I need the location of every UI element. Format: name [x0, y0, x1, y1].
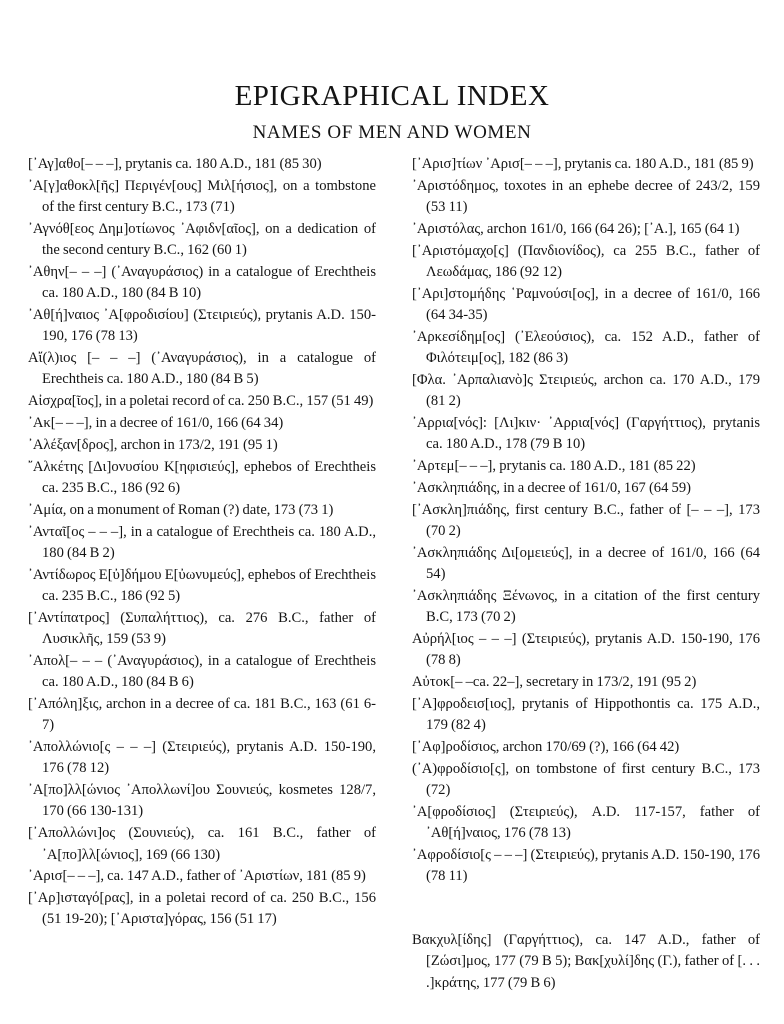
index-entry: ᾿Αθην[– – –] (᾿Αναγυράσιος) in a catalogue of Erechtheis ca. 180 A.D., 180 (84 B 10) [28, 263, 376, 302]
index-entry: ᾿Αμία, on a monument of Roman (?) date, 173 (73 1) [28, 501, 334, 518]
index-entry: [᾿Αντίπατρος] (Συπαλήττιος), ca. 276 B.C., father of Λυσικλῆς, 159 (53 9) [28, 609, 376, 648]
index-entry: ᾿Αντίδωρος Ε[ὐ]δήμου Ε[ὐωνυμεύς], ephebos of Erechtheis ca. 235 B.C., 186 (92 5) [28, 566, 376, 604]
index-entry: (᾿Α)φροδίσιο[ς], on tombstone of first century B.C., 173 (72) [412, 760, 760, 799]
entry-gap [412, 888, 760, 930]
index-entry: [᾿Αριστόμαχο[ς] (Πανδιονίδος), ca 255 B.C., father of Λεωδάμας, 186 (92 12) [412, 242, 760, 280]
section-heading: NAMES OF MEN AND WOMEN [252, 122, 532, 143]
index-entry: [᾿Α]φροδεισ[ιος], prytanis of Hippothontis ca. 175 A.D., 179 (82 4) [412, 695, 760, 734]
index-entry: ᾿Ανταῖ[ος – – –], in a catalogue of Erechtheis ca. 180 A.D., 180 (84 B 2) [28, 523, 376, 561]
right-column [412, 154, 760, 994]
index-entry: ᾿Ασκληπιάδης Δι[ομειεύς], in a decree of 161/0, 166 (64 54) [412, 544, 760, 583]
index-entry: [᾿Απόλη]ξις, archon in a decree of ca. 181 B.C., 163 (61 6-7) [28, 695, 376, 734]
index-entry: ᾿Αρισ[– – –], ca. 147 A.D., father of ᾿Αριστίων, 181 (85 9) [28, 868, 366, 885]
index-entry: [᾿Αφ]ροδίσιος, archon 170/69 (?), 166 (64 42) [412, 739, 680, 756]
index-entry: Αἰσχρα[ῖος], in a poletai record of ca. 250 B.C., 157 (51 49) [28, 393, 374, 410]
index-entry: ᾿Α[φροδίσιος] (Στειριεύς), A.D. 117-157, father of ᾿Αθ[ή]ναιος, 176 (78 13) [412, 803, 760, 842]
left-column [28, 154, 376, 931]
index-entry: ᾿Απολλώνιο[ς – – –] (Στειριεύς), prytanis A.D. 150-190, 176 (78 12) [28, 739, 376, 777]
index-entry: [᾿Ασκλη]πιάδης, first century B.C., father of [– – –], 173 (70 2) [412, 501, 760, 540]
index-entry: [᾿Αρισ]τίων ᾿Αρισ[– – –], prytanis ca. 180 A.D., 181 (85 9) [412, 156, 754, 172]
index-entry: ᾿Ακ[– – –], in a decree of 161/0, 166 (64 34) [28, 415, 284, 432]
index-entry: Αὐτοκ[– –ca. 22–], secretary in 173/2, 191 (95 2) [412, 674, 697, 691]
index-entry: [᾿Αρ]ισταγό[ρας], in a poletai record of ca. 250 B.C., 156 (51 19-20); [᾿Αριστα]γόρας, 156 (51 17) [28, 890, 376, 928]
index-entry: ᾿Ασκληπιάδης, in a decree of 161/0, 167 (64 59) [412, 479, 692, 496]
page-title: EPIGRAPHICAL INDEX [234, 80, 550, 112]
index-entry: [᾿Αρι]στομήδης ῾Ραμνούσι[ος], in a decree of 161/0, 166 (64 34-35) [412, 285, 760, 324]
index-entry: ᾿Αθ[ή]ναιος ᾿Α[φροδισίου] (Στειριεύς), prytanis A.D. 150-190, 176 (78 13) [28, 307, 376, 345]
index-entry: ᾿Απολ[– – – (᾿Αναγυράσιος), in a catalogue of Erechtheis ca. 180 A.D., 180 (84 B 6) [28, 652, 376, 691]
index-entry: ᾿Αρκεσίδημ[ος] (᾿Ελεούσιος), ca. 152 A.D., father of Φιλότειμ[ος], 182 (86 3) [412, 328, 760, 367]
index-entry: Βακχυλ[ίδης] (Γαργήττιος), ca. 147 A.D., father of [Ζώσι]μος, 177 (79 B 5); Βακ[χυλί]δης (Γ.), father of [. . . .]κράτης, 177 (79 B 6) [412, 932, 760, 991]
index-entry: Αἴ(λ)ιος [– – –] (᾿Αναγυράσιος), in a catalogue of Erechtheis ca. 180 A.D., 180 (84 B 5) [28, 350, 376, 388]
index-entry: ῎Αλκέτης [Δι]ονυσίου Κ[ηφισιεύς], ephebos of Erechtheis ca. 235 B.C., 186 (92 6) [28, 458, 376, 496]
index-entry: [Φλα. ᾿Αρπαλιανὸ]ς Στειριεύς, archon ca. 170 A.D., 179 (81 2) [412, 371, 760, 410]
index-entry: ᾿Αριστόλας, archon 161/0, 166 (64 26); [᾿Α.], 165 (64 1) [412, 220, 740, 237]
index-entry: [᾿Απολλώνι]ος (Σουνιεύς), ca. 161 B.C., father of ᾿Α[πο]λλ[ώνιος], 169 (66 130) [28, 825, 376, 863]
index-entry: ᾿Αριστόδημος, toxotes in an ephebe decree of 243/2, 159 (53 11) [412, 177, 760, 216]
index-entry: ᾿Αγνόθ[εος Δημ]οτίωνος ᾿Αφιδν[αῖος], on a dedication of the second century B.C., 162 (60 1) [28, 220, 376, 259]
index-entry: Αὐρήλ[ιος – – –] (Στειριεύς), prytanis A.D. 150-190, 176 (78 8) [412, 631, 760, 669]
index-entry: [᾿Αγ]αθο[– – –], prytanis ca. 180 A.D., 181 (85 30) [28, 156, 322, 172]
index-entry: ᾿Αφροδίσιο[ς – – –] (Στειριεύς), prytanis A.D. 150-190, 176 (78 11) [412, 847, 760, 885]
index-entry: ᾿Αρρια[νός]: [Λι]κιν· ᾿Αρρια[νός] (Γαργήττιος), prytanis ca. 180 A.D., 178 (79 B 10) [412, 415, 760, 453]
index-entry: ᾿Αλέξαν[δρος], archon in 173/2, 191 (95 1) [28, 436, 278, 453]
index-entry: ᾿Αρτεμ[– – –], prytanis ca. 180 A.D., 181 (85 22) [412, 458, 696, 475]
index-entry: ᾿Α[γ]αθοκλ[ῆς] Περιγέν[ους] Μιλ[ήσιος], on a tombstone of the first century B.C., 173 (71) [28, 177, 376, 216]
index-entry: ᾿Ασκληπιάδης Ξένωνος, in a citation of the first century B.C, 173 (70 2) [412, 587, 760, 626]
index-entry: ᾿Α[πο]λλ[ώνιος ᾿Απολλωνί]ου Σουνιεύς, kosmetes 128/7, 170 (66 130-131) [28, 782, 376, 820]
